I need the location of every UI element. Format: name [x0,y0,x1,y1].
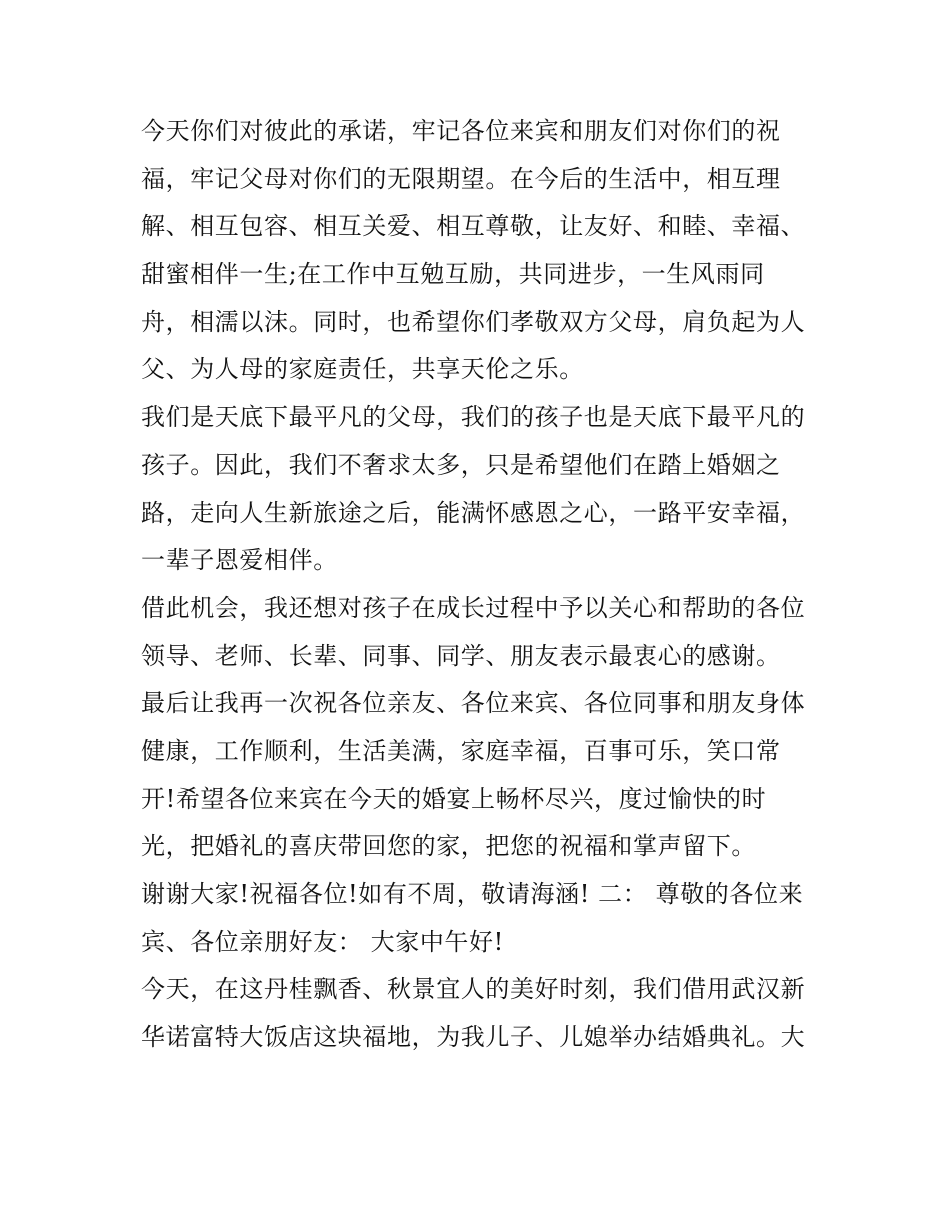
text-line: 健康，工作顺利，生活美满，家庭幸福，百事可乐，笑口常 [141,736,781,765]
text-line: 孩子。因此，我们不奢求太多，只是希望他们在踏上婚姻之 [141,450,781,479]
text-line: 宾、各位亲朋好友： 大家中午好! [141,927,504,956]
text-line: 领导、老师、长辈、同事、同学、朋友表示最衷心的感谢。 [141,641,781,670]
text-line: 开!希望各位来宾在今天的婚宴上畅杯尽兴，度过愉快的时 [141,784,767,813]
text-line: 华诺富特大饭店这块福地，为我儿子、儿媳举办结婚典礼。大 [141,1023,806,1052]
text-line: 今天，在这丹桂飘香、秋景宜人的美好时刻，我们借用武汉新 [141,975,806,1004]
text-line: 解、相互包容、相互关爱、相互尊敬，让友好、和睦、幸福、 [141,212,806,241]
body-text [141,108,841,1062]
text-line: 父、为人母的家庭责任，共享天伦之乐。 [141,355,584,384]
text-line: 光，把婚礼的喜庆带回您的家，把您的祝福和掌声留下。 [141,832,756,861]
text-line: 最后让我再一次祝各位亲友、各位来宾、各位同事和朋友身体 [141,689,806,718]
text-line: 今天你们对彼此的承诺，牢记各位来宾和朋友们对你们的祝 [141,117,781,145]
text-line: 谢谢大家!祝福各位!如有不周，敬请海涵! 二： 尊敬的各位来 [141,880,804,908]
text-line: 舟，相濡以沫。同时，也希望你们孝敬双方父母，肩负起为人 [141,307,806,336]
text-line: 我们是天底下最平凡的父母，我们的孩子也是天底下最平凡的 [141,403,806,432]
text-line: 路，走向人生新旅途之后，能满怀感恩之心，一路平安幸福， [141,498,806,527]
text-line: 一辈子恩爱相伴。 [141,546,338,575]
text-line: 借此机会，我还想对孩子在成长过程中予以关心和帮助的各位 [141,593,806,622]
text-line: 甜蜜相伴一生;在工作中互勉互励，共同进步，一生风雨同 [141,260,765,289]
text-line: 福，牢记父母对你们的无限期望。在今后的生活中，相互理 [141,164,781,193]
